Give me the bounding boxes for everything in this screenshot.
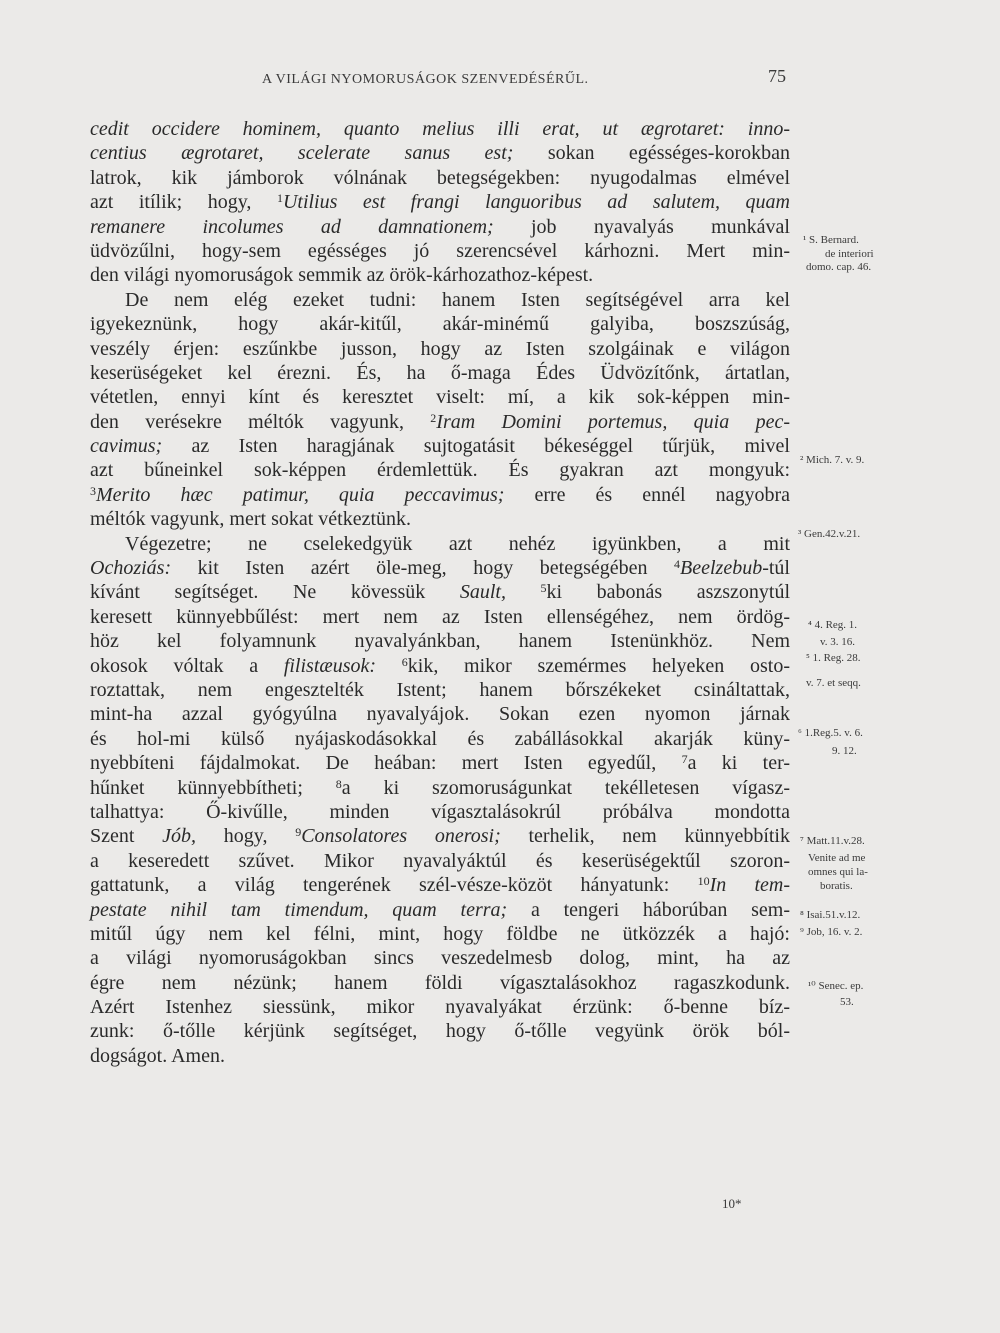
text-line: azt itílik; hogy, $^1$Utilius est frangi languoribus ad salutem, quam [90,191,791,214]
latin-phrase: centius ægrotaret, scelerate sanus est; [90,142,548,165]
text-line: mint-ha azzal gyógyúlna nyavalyájok. Sokan ezen nyomon járnak [90,703,790,726]
margin-note: ² Mich. 7. v. 9. [800,454,865,466]
text-line: üdvözűlni, hogy-sem egésséges jó szerencsével kárhozni. Mert min- [90,239,790,262]
margin-note: domo. cap. 46. [806,261,872,273]
text-line: gattatunk, a világ tengerének szél-vésze-közöt hányatunk: $^{10}$In tem- [90,874,790,897]
text-line: zunk: ő-tőlle kérjünk segítséget, hogy ő-tőlle vegyünk örök ból- [90,1020,790,1043]
margin-note: ⁸ Isai.51.v.12. [800,909,861,921]
margin-note: ⁹ Job, 16. v. 2. [800,926,863,938]
body-text [90,117,790,1068]
margin-note: ¹⁰ Senec. ep. [808,980,864,992]
margin-note: ⁵ 1. Reg. 28. [806,652,861,664]
margin-note: v. 7. et seqq. [806,677,861,689]
text-line: a keseredett szűvet. Mikor nyavalyáktúl és keserüségektűl szoron- [90,849,790,872]
text-line: nyebbíteni fájdalmokat. De heában: mert Isten egyedűl, $^7$a ki ter- [90,752,790,775]
running-title: A VILÁGI NYOMORUSÁGOK SZENVEDÉSÉRŰL. [262,72,589,87]
text-line: dogságot. Amen. [90,1044,225,1067]
margin-note: 53. [840,996,854,1008]
text-line: égre nem nézünk; hanem földi vígasztalásokhoz ragaszkodunk. [90,971,790,994]
margin-note: ⁶ 1.Reg.5. v. 6. [798,727,863,739]
text-line: Azért Istenhez siessünk, mikor nyavalyákat érzünk: ő-benne bíz- [90,996,790,1019]
hungarian-phrase: sokan egésséges-korokban [547,142,790,165]
text-line: pestate nihil tam timendum, quam terra; a tengeri háborúban sem- [90,898,790,921]
margin-note: Venite ad me [808,852,866,864]
text-line: okosok vóltak a filistæusok: $^6$kik, mikor szemérmes helyeken osto- [90,654,790,677]
text-line: vétetlen, ennyi kínt és keresztet viselt: mí, a kik sok-képpen min- [90,386,790,409]
margin-note: v. 3. 16. [820,636,856,648]
text-line: azt bűneinkel sok-képpen érdemlettük. És gyakran azt mongyuk: [90,459,790,482]
margin-note: ⁴ 4. Reg. 1. [808,619,858,631]
text-line: latrok, kik jámborok vólnának betegségekben: nyugodalmas elmével [90,166,790,189]
text-line: $^3$Merito hæc patimur, quia peccavimus; erre és ennél nagyobra [90,483,790,506]
text-line: den világi nyomoruságok semmik az örök-kárhozathoz-képest. [90,264,594,287]
text-line: den verésekre méltók vagyunk, $^2$Iram Domini portemus, quia pec- [90,410,790,433]
margin-note: ¹ S. Bernard. [803,234,859,246]
margin-note: boratis. [820,880,853,892]
margin-note: 9. 12. [832,745,857,757]
text-line: De nem elég ezeket tudni: hanem Isten segítségével arra kel [125,288,790,311]
text-line: igyekeznünk, hogy akár-kitűl, akár-minémű galyiba, boszszúság, [90,313,790,336]
text-line: a világi nyomoruságokban sincs veszedelmesb dolog, mint, ha az [90,947,790,970]
signature-mark: 10* [722,1196,742,1211]
text-line: keserüségeket kel érezni. És, ha ő-maga Édes Üdvözítőnk, ártatlan, [90,361,790,384]
text-line: keresett künnyebbűlést: mert nem az Isten ellenségéhez, nem ördög- [90,605,790,628]
text-line: cavimus; az Isten haragjának sujtogatásit békeséggel tűrjük, mivel [90,435,790,458]
text-line: remanere incolumes ad damnationem; job nyavalyás munkával [90,215,790,238]
margin-note: de interiori [825,248,874,260]
text-line: mitűl úgy nem kel félni, mint, hogy földbe ne ütközzék a hajó: [90,922,790,945]
margin-note: omnes qui la- [808,866,868,878]
text-line: roztattak, nem engesztelték Istent; hanem bőrszékeket csináltattak, [90,678,790,701]
text-line: höz kel folyamnunk nyavalyánkban, hanem Istenünkhöz. Nem [90,630,790,653]
text-line: Ochoziás: kit Isten azért öle-meg, hogy betegségében $^4$Beelzebub-túl [90,557,790,580]
margin-note: ⁷ Matt.11.v.28. [800,835,865,847]
text-line: cedit occidere hominem, quanto melius illi erat, ut ægrotaret: inno- [90,118,790,140]
text-line: Szent Jób, hogy, $^9$Consolatores onerosi; terhelik, nem künnyebbítik [90,825,790,848]
text-line: és hol-mi külső nyájaskodásokkal és zabállásokkal akarják küny- [90,727,790,750]
text-line: talhattya: Ő-kivűlle, minden vígasztalásokrúl próbálva mondotta [90,800,790,823]
text-line: hűnket künnyebbítheti; $^8$a ki szomoruságunkat tekélletesen vígasz- [90,776,790,799]
text-line: méltók vagyunk, mert sokat vétkeztünk. [90,508,412,531]
page-number: 75 [768,66,786,86]
text-line: kívánt segítséget. Ne kövessük Sault, $^5$ki babonás aszszonytúl [90,581,791,604]
text-line: veszély érjen: eszűnkbe jusson, hogy az Isten szolgáinak e világon [90,337,790,360]
text-line [90,141,790,165]
margin-note: ³ Gen.42.v.21. [798,528,861,540]
text-line: Végezetre; ne cselekedgyük azt nehéz igyünkben, a mit [125,532,790,555]
